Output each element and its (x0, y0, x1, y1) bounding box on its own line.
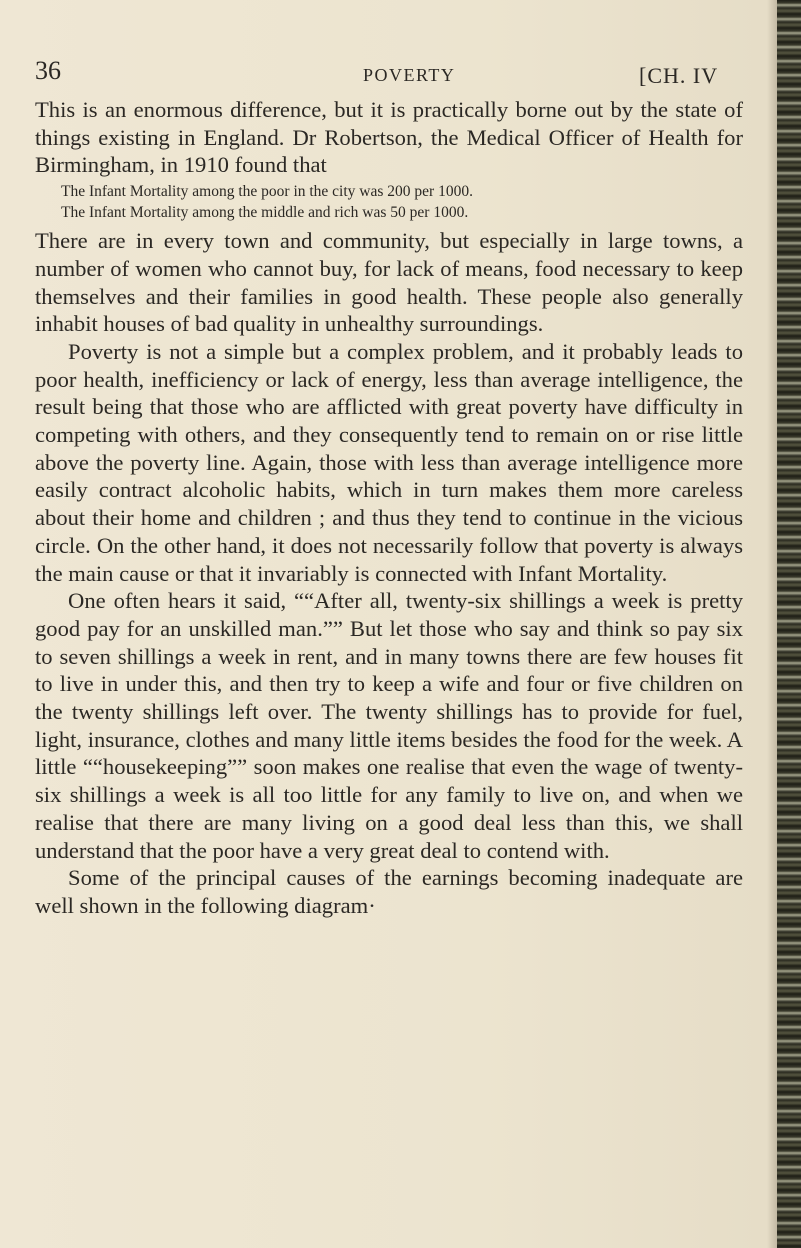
chapter-reference: [CH. IV (639, 63, 719, 88)
paragraph-intro: This is an enormous difference, but it is practically borne out by the state of things existing in England. Dr Robertson, the Medical Officer of Health for Birmingham, in 1910 found that (35, 97, 743, 178)
page-number: 36 (35, 56, 61, 85)
body-text (35, 96, 743, 920)
paragraph-poverty-complex: Poverty is not a simple but a complex problem, and it probably leads to poor health, inefficiency or lack of energy, less than average intelligence, the result being that those who are afflicted with great poverty have difficulty in competing with others, and they consequently tend to remain on or rise little above the poverty line. Again, those with less than average intelligence more easily contract alcoholic habits, which in turn makes them more careless about their home and children ; and thus they tend to continue in the vicious circle. On the other hand, it does not necessarily follow that poverty is always the main cause or that it invariably is connected with Infant Mortality. (35, 338, 743, 586)
page-edge-stack (777, 0, 801, 1248)
paragraph-wages: One often hears it said, ““After all, twenty-six shillings a week is pretty good pay for an unskilled man.”” But let those who say and think so pay six to seven shillings a week in rent, and in many towns there are few houses fit to live in under this, and then try to keep a wife and four or five children on the twenty shillings left over. The twenty shillings has to provide for fuel, light, insurance, clothes and many little items besides the food for the week. A little ““housekeeping”” soon makes one realise that even the wage of twenty-six shillings a week is all too little for any family to live on, and when we realise that there are many living on a good deal less than this, we shall understand that the poor have a very great deal to contend with. (35, 588, 743, 863)
page-gutter-shadow (767, 0, 777, 1248)
paragraph-diagram-intro: Some of the principal causes of the earnings becoming inadequate are well shown in the following diagram· (35, 865, 743, 918)
quote-line-poor: The Infant Mortality among the poor in the city was 200 per 1000. (61, 183, 473, 201)
paragraph-women-means: There are in every town and community, but especially in large towns, a number of women who cannot buy, for lack of means, food necessary to keep themselves and their families in good health. These people also generally inhabit houses of bad quality in unhealthy surroundings. (35, 228, 743, 337)
page-header (35, 56, 740, 90)
mortality-quote (35, 181, 743, 223)
quote-line-rich: The Infant Mortality among the middle and rich was 50 per 1000. (61, 204, 469, 222)
running-title: POVERTY (363, 65, 456, 85)
